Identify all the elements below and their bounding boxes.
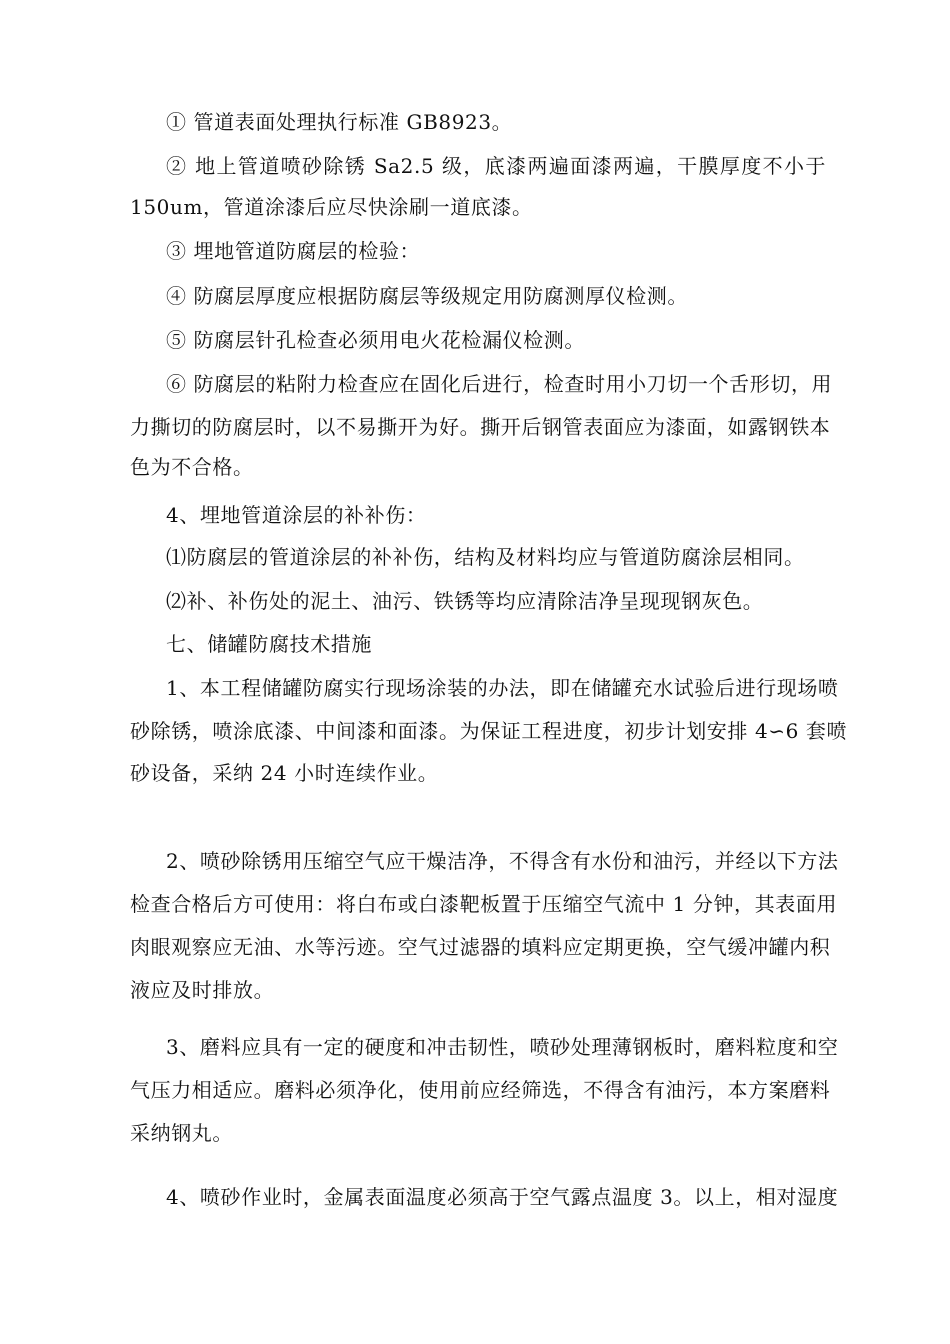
text-line: ④ 防腐层厚度应根据防腐层等级规定用防腐测厚仪检测。 xyxy=(166,284,688,308)
text-line: 2、喷砂除锈用压缩空气应干燥洁净，不得含有水份和油污，并经以下方法 xyxy=(166,849,839,873)
text-line: 3、磨料应具有一定的硬度和冲击韧性，喷砂处理薄钢板时，磨料粒度和空 xyxy=(166,1035,839,1059)
text-line: 力撕切的防腐层时，以不易撕开为好。撕开后钢管表面应为漆面，如露钢铁本 xyxy=(130,415,831,439)
text-line: 1、本工程储罐防腐实行现场涂装的办法，即在储罐充水试验后进行现场喷 xyxy=(166,676,839,700)
text-line: ② 地上管道喷砂除锈 Sa2.5 级，底漆两遍面漆两遍，干膜厚度不小于 xyxy=(166,154,826,178)
text-line: ⑥ 防腐层的粘附力检查应在固化后进行，检查时用小刀切一个舌形切，用 xyxy=(166,372,833,396)
text-line: 检查合格后方可使用：将白布或白漆靶板置于压缩空气流中 1 分钟，其表面用 xyxy=(130,892,838,916)
text-line: 气压力相适应。磨料必须净化，使用前应经筛选，不得含有油污，本方案磨料 xyxy=(130,1078,831,1102)
text-line: 150um，管道涂漆后应尽快涂刷一道底漆。 xyxy=(130,195,533,219)
text-line: 砂设备，采纳 24 小时连续作业。 xyxy=(130,761,439,785)
text-line: 砂除锈，喷涂底漆、中间漆和面漆。为保证工程进度，初步计划安排 4∽6 套喷 xyxy=(130,719,848,743)
text-line: 4、埋地管道涂层的补补伤： xyxy=(166,503,427,527)
text-line: 液应及时排放。 xyxy=(130,978,275,1002)
text-line: ⑴防腐层的管道涂层的补补伤，结构及材料均应与管道防腐涂层相同。 xyxy=(166,545,805,569)
text-line: 七、储罐防腐技术措施 xyxy=(166,632,372,656)
text-line: ③ 埋地管道防腐层的检验： xyxy=(166,239,421,263)
text-line: ① 管道表面处理执行标准 GB8923。 xyxy=(166,110,513,134)
text-line: 肉眼观察应无油、水等污迹。空气过滤器的填料应定期更换，空气缓冲罐内积 xyxy=(130,935,831,959)
text-line: 色为不合格。 xyxy=(130,455,254,479)
text-line: ⑤ 防腐层针孔检查必须用电火花检漏仪检测。 xyxy=(166,328,585,352)
text-line: ⑵补、补伤处的泥土、油污、铁锈等均应清除洁净呈现现钢灰色。 xyxy=(166,589,764,613)
text-line: 4、喷砂作业时，金属表面温度必须高于空气露点温度 3。以上，相对湿度 xyxy=(166,1185,839,1209)
text-line: 采纳钢丸。 xyxy=(130,1121,233,1145)
